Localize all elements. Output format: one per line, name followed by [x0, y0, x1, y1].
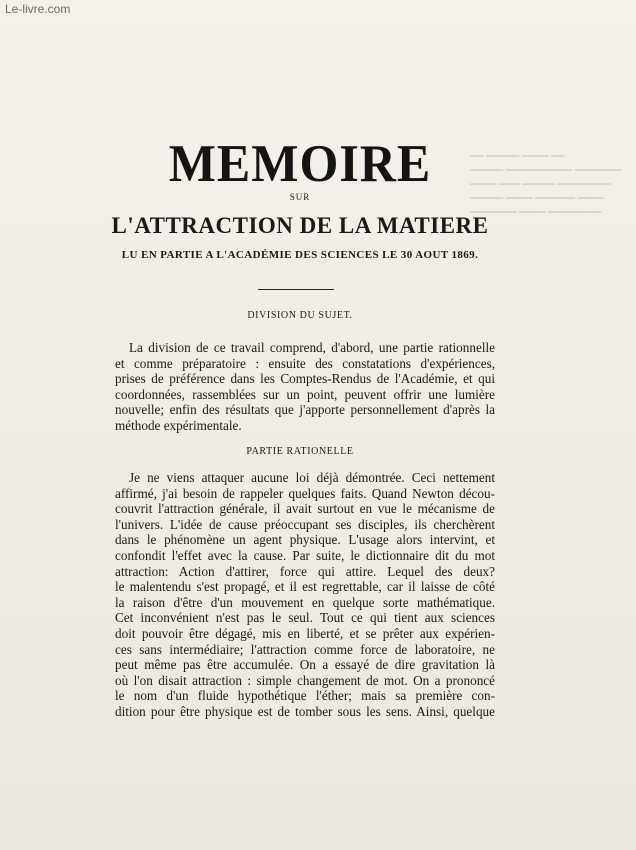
- division-paragraph: [115, 340, 495, 434]
- paragraph-line: le malentendu s'est propagé, et il est regrettable, car il laisse de côté: [115, 579, 495, 595]
- paragraph-line: le nom d'un fluide hypothétique l'éther; mais sa première con-: [115, 688, 495, 704]
- paragraph-line: coordonnées, rassemblées sur un point, peuvent offrir une lumière: [115, 386, 495, 402]
- paragraph-line: couvrit l'attraction générale, il avait surtout en vue le mécanisme de: [115, 501, 495, 517]
- paragraph-line: prises de préférence dans les Comptes-Rendus de l'Académie, et qui: [115, 371, 495, 387]
- paragraph-line: où l'on disait attraction : simple changement de mot. On a prononcé: [115, 672, 495, 688]
- page-title: MEMOIRE: [168, 133, 432, 193]
- paragraph-line: affirmé, j'ai besoin de rappeler quelques faits. Quand Newton décou-: [115, 485, 495, 501]
- paragraph-line: Cet inconvénient n'est pas le seul. Tout ce qui tient aux sciences: [115, 610, 495, 626]
- paragraph-line: attraction: Action d'attirer, force qui attire. Lequel des deux?: [115, 563, 495, 579]
- watermark: Le-livre.com: [5, 2, 71, 16]
- paragraph-line: la raison d'être d'un mouvement en quelque sorte mathématique.: [115, 594, 495, 610]
- paragraph-line: Je ne viens attaquer aucune loi déjà démontrée. Ceci nettement: [129, 470, 495, 485]
- title-connector: SUR: [289, 192, 311, 202]
- rationnelle-paragraph: [115, 470, 495, 720]
- paragraph-line: l'univers. L'idée de cause préoccupant ses disciples, ils cherchèrent: [115, 516, 495, 532]
- paragraph-line: nouvelle; enfin des résultats que j'apporte personnellement d'après la: [115, 402, 495, 418]
- paragraph-line: peut même pas être accumulée. On a essayé de dire gravitation là: [115, 657, 495, 673]
- paragraph-line: La division de ce travail comprend, d'abord, une partie rationnelle: [129, 340, 495, 355]
- show-through-text: ━━ ━━━━━ ━━━━ ━━ ━━━━━ ━━━━━━━━━━ ━━━━━━━ ━━━━ ━━━ ━━━━━ ━━━━━━━━ ━━━━━ ━━━━ ━━━━━━ ━━━━ ━━━━━━━ ━━━━ ━━━━━━━━: [470, 151, 622, 219]
- paragraph-line: et comme préparatoire : ensuite des constatations d'expériences,: [115, 355, 495, 371]
- subtitle: L'ATTRACTION DE LA MATIERE: [111, 213, 489, 238]
- division-heading: DIVISION DU SUJET.: [247, 310, 353, 321]
- paragraph-line: confondit l'effet avec la cause. Par suite, le dictionnaire dit du mot: [115, 547, 495, 563]
- presentation-note: LU EN PARTIE A L'ACADÉMIE DES SCIENCES LE 30 AOUT 1869.: [121, 249, 479, 261]
- rationnelle-heading: PARTIE RATIONELLE: [246, 446, 354, 457]
- paragraph-line: dans le phénomène un agent physique. L'usage alors intervint, et: [115, 532, 495, 548]
- paragraph-line: ces sans intermédiaire; l'attraction comme force de laboratoire, ne: [115, 641, 495, 657]
- paragraph-line: dition pour être physique est de tomber sous les sens. Ainsi, quelque: [115, 703, 495, 719]
- divider-rule: [258, 289, 334, 290]
- paragraph-line: méthode expérimentale.: [115, 417, 242, 433]
- paragraph-line: doit pouvoir être dégagé, mis en liberté, et se prêter aux expérien-: [115, 625, 495, 641]
